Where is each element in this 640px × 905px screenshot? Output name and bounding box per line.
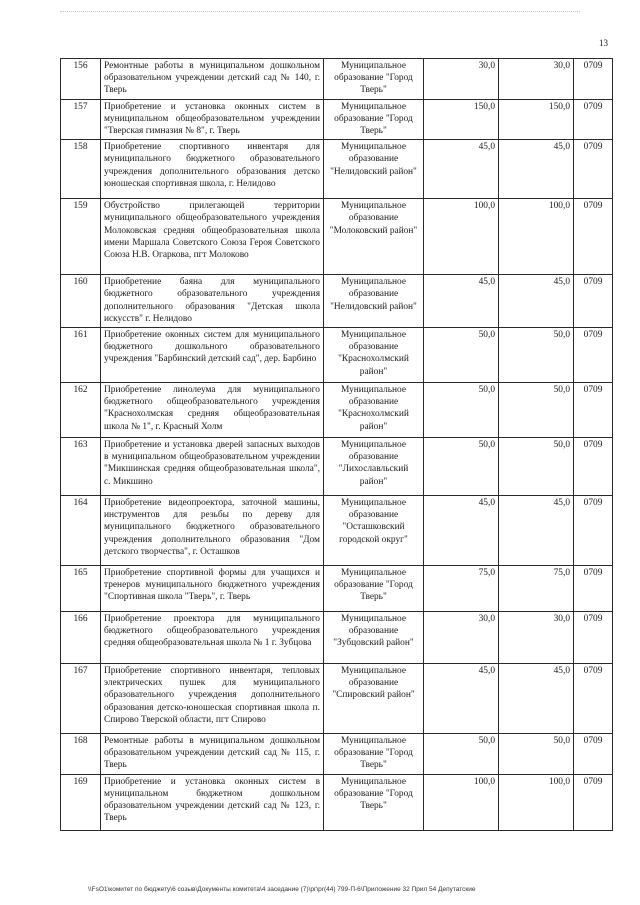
row-amount: 45,0 (424, 140, 499, 199)
table-row (61, 612, 613, 664)
row-amount-total: 45,0 (499, 664, 574, 734)
row-budget-code: 0709 (574, 612, 613, 664)
table-row (61, 199, 613, 275)
row-amount-total: 100,0 (499, 199, 574, 275)
row-amount-total: 150,0 (499, 99, 574, 140)
row-amount: 100,0 (424, 199, 499, 275)
row-municipality: Муниципальное образование "Спировский район" (324, 664, 424, 734)
table-row (61, 774, 613, 830)
row-budget-code: 0709 (574, 774, 613, 830)
row-number: 158 (61, 140, 101, 199)
row-municipality: Муниципальное образование "Зубцовский район" (324, 612, 424, 664)
row-budget-code: 0709 (574, 566, 613, 612)
row-municipality: Муниципальное образование "Осташковский городской округ" (324, 496, 424, 566)
row-municipality: Муниципальное образование "Город Тверь" (324, 774, 424, 830)
row-amount-total: 50,0 (499, 734, 574, 775)
row-amount-total: 50,0 (499, 438, 574, 496)
row-budget-code: 0709 (574, 140, 613, 199)
page-number: 13 (599, 38, 608, 48)
row-municipality: Муниципальное образование "Город Тверь" (324, 566, 424, 612)
row-budget-code: 0709 (574, 438, 613, 496)
row-number: 156 (61, 59, 101, 100)
table-row (61, 275, 613, 328)
row-amount: 45,0 (424, 664, 499, 734)
table-row (61, 328, 613, 383)
row-description: Ремонтные работы в муниципальном дошкольном образовательном учреждении детский сад № 140, г. Тверь (101, 59, 324, 100)
row-budget-code: 0709 (574, 59, 613, 100)
row-description: Приобретение и установка дверей запасных выходов в муниципальном общеобразовательном учреждении "Микшинская средняя общеобразовательная школа", с. Микшино (101, 438, 324, 496)
table-row (61, 383, 613, 438)
row-amount-total: 30,0 (499, 612, 574, 664)
table-row (61, 734, 613, 775)
row-budget-code: 0709 (574, 734, 613, 775)
table-row (61, 664, 613, 734)
row-number: 162 (61, 383, 101, 438)
row-description: Приобретение спортивного инвентаря для муниципального бюджетного образовательного учреждения дополнительного образования детско юношеская спортивная школа, г. Нелидово (101, 140, 324, 199)
row-description: Ремонтные работы в муниципальном дошкольном образовательном учреждении детский сад № 115, г. Тверь (101, 734, 324, 775)
table-row (61, 438, 613, 496)
table-row (61, 140, 613, 199)
row-amount: 45,0 (424, 496, 499, 566)
row-municipality: Муниципальное образование "Краснохолмский район" (324, 328, 424, 383)
row-municipality: Муниципальное образование "Краснохолмский район" (324, 383, 424, 438)
row-budget-code: 0709 (574, 328, 613, 383)
row-amount: 150,0 (424, 99, 499, 140)
row-municipality: Муниципальное образование "Нелидовский район" (324, 140, 424, 199)
row-budget-code: 0709 (574, 199, 613, 275)
row-number: 169 (61, 774, 101, 830)
row-amount-total: 50,0 (499, 328, 574, 383)
row-description: Приобретение и установка оконных систем в муниципальном бюджетном дошкольном образовательном учреждении детский сад № 123, г. Тверь (101, 774, 324, 830)
row-municipality: Муниципальное образование "Город Тверь" (324, 734, 424, 775)
row-municipality: Муниципальное образование "Город Тверь" (324, 99, 424, 140)
row-number: 161 (61, 328, 101, 383)
allocation-table (60, 58, 613, 831)
row-description: Приобретение видеопроектора, заточной машины, инструментов для резьбы по дереву для муниципального бюджетного образовательного учреждения дополнительного образования "Дом детского творчества", г. Осташков (101, 496, 324, 566)
row-amount: 50,0 (424, 734, 499, 775)
row-number: 166 (61, 612, 101, 664)
row-amount-total: 75,0 (499, 566, 574, 612)
row-amount-total: 30,0 (499, 59, 574, 100)
row-budget-code: 0709 (574, 275, 613, 328)
row-amount: 50,0 (424, 383, 499, 438)
row-municipality: Муниципальное образование "Лихославльский район" (324, 438, 424, 496)
row-description: Приобретение линолеума для муниципального бюджетного общеобразовательного учреждения "Краснохолмская средняя общеобразовательная школа № 1", г. Красный Холм (101, 383, 324, 438)
row-description: Приобретение баяна для муниципального бюджетного образовательного учреждения дополнительного образования "Детская школа искусств" г. Нелидово (101, 275, 324, 328)
row-number: 168 (61, 734, 101, 775)
table-row (61, 496, 613, 566)
row-budget-code: 0709 (574, 383, 613, 438)
row-amount: 30,0 (424, 612, 499, 664)
table-row (61, 566, 613, 612)
row-number: 165 (61, 566, 101, 612)
row-budget-code: 0709 (574, 664, 613, 734)
row-description: Приобретение и установка оконных систем в муниципальном общеобразовательном учреждении "Тверская гимназия № 8", г. Тверь (101, 99, 324, 140)
row-municipality: Муниципальное образование "Молоковский район" (324, 199, 424, 275)
row-amount: 50,0 (424, 328, 499, 383)
row-budget-code: 0709 (574, 496, 613, 566)
row-amount-total: 45,0 (499, 140, 574, 199)
row-description: Приобретение проектора для муниципального бюджетного общеобразовательного учреждения средняя общеобразовательная школа № 1 г. Зубцова (101, 612, 324, 664)
row-amount-total: 45,0 (499, 275, 574, 328)
table-row (61, 59, 613, 100)
row-municipality: Муниципальное образование "Нелидовский район" (324, 275, 424, 328)
allocation-table-body (61, 59, 613, 831)
footer-file-path: \\FsO1\комитет по бюджету\6 созыв\Документы комитета\4 заседание (7)\рг\pr(44) 799-П-6\Приложение 32 Прил 54 Депутатские (88, 886, 476, 893)
row-description: Приобретение спортивной формы для учащихся и тренеров муниципального бюджетного учреждения "Спортивная школа "Тверь", г. Тверь (101, 566, 324, 612)
row-number: 159 (61, 199, 101, 275)
row-number: 157 (61, 99, 101, 140)
row-description: Приобретение спортивного инвентаря, тепловых электрических пушек для муниципального образовательного учреждения дополнительного образования детско-юношеская спортивная школа п. Спирово Тверской области, пгт Спирово (101, 664, 324, 734)
row-number: 167 (61, 664, 101, 734)
row-amount: 100,0 (424, 774, 499, 830)
row-number: 160 (61, 275, 101, 328)
row-amount: 45,0 (424, 275, 499, 328)
table-row (61, 99, 613, 140)
row-amount-total: 50,0 (499, 383, 574, 438)
row-number: 164 (61, 496, 101, 566)
row-budget-code: 0709 (574, 99, 613, 140)
row-municipality: Муниципальное образование "Город Тверь" (324, 59, 424, 100)
row-amount: 30,0 (424, 59, 499, 100)
row-description: Обустройство прилегающей территории муниципального общеобразовательного учреждения Молоковская средняя общеобразовательная школа имени Маршала Советского Союза Героя Советского Союза Н.В. Огаркова, пгт Молоково (101, 199, 324, 275)
row-description: Приобретение оконных систем для муниципального бюджетного дошкольного образовательного учреждения "Барбинский детский сад", дер. Барбино (101, 328, 324, 383)
row-amount-total: 45,0 (499, 496, 574, 566)
row-number: 163 (61, 438, 101, 496)
row-amount: 75,0 (424, 566, 499, 612)
top-rule (60, 11, 580, 12)
row-amount: 50,0 (424, 438, 499, 496)
row-amount-total: 100,0 (499, 774, 574, 830)
